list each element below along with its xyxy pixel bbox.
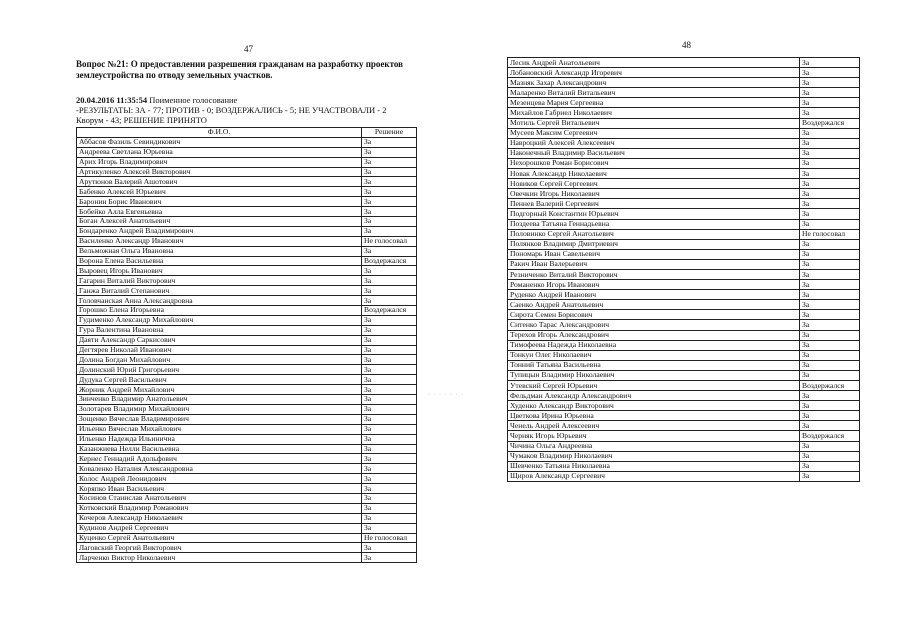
vote-decision: За xyxy=(362,523,417,533)
vote-decision: За xyxy=(362,464,417,474)
deputy-name: Сирота Семен Борисович xyxy=(508,310,800,320)
table-row xyxy=(508,189,860,199)
deputy-name: Фельдман Александр Александрович xyxy=(508,391,800,401)
vote-decision: За xyxy=(362,246,417,256)
table-row xyxy=(77,256,417,266)
deputy-name: Коваленко Наталия Александровна xyxy=(77,464,362,474)
table-row xyxy=(508,451,860,461)
table-row xyxy=(508,340,860,350)
vote-decision: За xyxy=(800,471,860,481)
table-row xyxy=(77,187,417,197)
deputy-name: Пономарь Иван Савельевич xyxy=(508,249,800,259)
deputy-name: Навроцкий Алексей Алексеевич xyxy=(508,138,800,148)
deputy-name: Наконечный Владимир Васильевич xyxy=(508,148,800,158)
header-name: Ф.И.О. xyxy=(77,128,362,138)
table-row xyxy=(508,169,860,179)
deputy-name: Арих Игорь Владимирович xyxy=(77,157,362,167)
table-row xyxy=(508,148,860,158)
vote-decision: За xyxy=(362,157,417,167)
table-row xyxy=(508,431,860,441)
vote-decision: За xyxy=(362,385,417,395)
vote-results: -РЕЗУЛЬТАТЫ: ЗА - 77; ПРОТИВ - 0; ВОЗДЕРЖАЛИСЬ - 5; НЕ УЧАСТВОВАЛИ - 2 xyxy=(76,105,387,115)
table-row xyxy=(77,395,417,405)
deputy-name: Кернес Геннадий Адольфович xyxy=(77,454,362,464)
vote-decision: За xyxy=(800,138,860,148)
deputy-name: Артикуленко Алексей Викторович xyxy=(77,167,362,177)
table-row xyxy=(508,58,860,68)
vote-decision: За xyxy=(800,280,860,290)
vote-decision: За xyxy=(362,217,417,227)
table-row xyxy=(77,147,417,157)
vote-quorum: Кворум - 43; РЕШЕНИЕ ПРИНЯТО xyxy=(76,115,207,125)
vote-table-left-body xyxy=(77,137,417,562)
deputy-name: Дегтярев Николай Иванович xyxy=(77,345,362,355)
deputy-name: Подгорный Константин Юрьевич xyxy=(508,209,800,219)
deputy-name: Дудука Сергей Васильевич xyxy=(77,375,362,385)
deputy-name: Ларченко Виктор Николаевич xyxy=(77,553,362,563)
vote-decision: За xyxy=(362,226,417,236)
deputy-name: Казанжиева Нелли Васильевна xyxy=(77,444,362,454)
table-row xyxy=(77,167,417,177)
vote-decision: За xyxy=(800,441,860,451)
vote-decision: За xyxy=(800,98,860,108)
deputy-name: Зощенко Вячеслав Владимирович xyxy=(77,414,362,424)
vote-decision: За xyxy=(800,199,860,209)
vote-decision: За xyxy=(362,484,417,494)
vote-decision: За xyxy=(362,325,417,335)
table-row xyxy=(508,350,860,360)
page-number-left: 47 xyxy=(244,44,253,54)
table-row xyxy=(77,434,417,444)
deputy-name: Выровец Игорь Иванович xyxy=(77,266,362,276)
vote-decision: За xyxy=(800,78,860,88)
table-row xyxy=(508,229,860,239)
deputy-name: Ильенко Надежда Ильинична xyxy=(77,434,362,444)
deputy-name: Бондаренко Андрей Владимирович xyxy=(77,226,362,236)
vote-decision: За xyxy=(362,187,417,197)
vote-decision: За xyxy=(800,58,860,68)
vote-decision: За xyxy=(800,209,860,219)
deputy-name: Утевский Сергей Юрьевич xyxy=(508,381,800,391)
deputy-name: Ченель Андрей Алексеевич xyxy=(508,421,800,431)
vote-decision: Воздержался xyxy=(800,381,860,391)
deputy-name: Ильенко Вячеслав Михайлович xyxy=(77,424,362,434)
vote-decision: За xyxy=(800,411,860,421)
deputy-name: Саенко Андрей Анатольевич xyxy=(508,300,800,310)
vote-decision: За xyxy=(800,401,860,411)
table-row xyxy=(508,199,860,209)
table-row xyxy=(508,88,860,98)
deputy-name: Ситенко Тарас Александрович xyxy=(508,320,800,330)
table-row xyxy=(508,300,860,310)
vote-decision: За xyxy=(800,148,860,158)
deputy-name: Михайлов Габриел Николаевич xyxy=(508,108,800,118)
table-row xyxy=(77,365,417,375)
table-row xyxy=(508,179,860,189)
deputy-name: Терехов Игорь Александрович xyxy=(508,330,800,340)
table-row xyxy=(77,355,417,365)
vote-decision: За xyxy=(362,266,417,276)
table-row xyxy=(508,330,860,340)
table-row xyxy=(77,543,417,553)
vote-decision: За xyxy=(800,249,860,259)
deputy-name: Коряпко Иван Васильевич xyxy=(77,484,362,494)
vote-decision: За xyxy=(800,259,860,269)
vote-meta xyxy=(76,95,416,125)
table-row xyxy=(77,513,417,523)
vote-decision: За xyxy=(362,395,417,405)
deputy-name: Тимофеева Надежда Николаевна xyxy=(508,340,800,350)
vote-decision: За xyxy=(362,424,417,434)
table-row xyxy=(77,137,417,147)
vote-decision: За xyxy=(362,147,417,157)
vote-decision: Не голосовал xyxy=(800,229,860,239)
table-row xyxy=(77,236,417,246)
deputy-name: Вельможная Ольга Ивановна xyxy=(77,246,362,256)
deputy-name: Гагарин Виталий Викторович xyxy=(77,276,362,286)
deputy-name: Жорник Андрей Михайлович xyxy=(77,385,362,395)
deputy-name: Тонкун Олег Николаевич xyxy=(508,350,800,360)
deputy-name: Куценко Сергей Анатольевич xyxy=(77,533,362,543)
vote-decision: За xyxy=(800,169,860,179)
vote-decision: За xyxy=(800,461,860,471)
left-page xyxy=(76,57,416,563)
table-row xyxy=(77,197,417,207)
vote-decision: Воздержался xyxy=(800,118,860,128)
deputy-name: Колос Андрей Леонидович xyxy=(77,474,362,484)
vote-decision: За xyxy=(800,269,860,279)
vote-datetime: 20.04.2016 11:35:54 xyxy=(76,95,148,105)
table-row xyxy=(77,325,417,335)
vote-decision: Не голосовал xyxy=(362,533,417,543)
deputy-name: Щиров Александр Сергеевич xyxy=(508,471,800,481)
vote-decision: За xyxy=(800,300,860,310)
table-row xyxy=(508,118,860,128)
vote-decision: За xyxy=(362,404,417,414)
table-row xyxy=(77,217,417,227)
deputy-name: Мазняк Захар Александрович xyxy=(508,78,800,88)
deputy-name: Бобейко Алла Евгеньевна xyxy=(77,207,362,217)
vote-decision: За xyxy=(362,207,417,217)
table-row xyxy=(77,266,417,276)
table-row xyxy=(508,98,860,108)
vote-decision: За xyxy=(800,350,860,360)
table-row xyxy=(508,290,860,300)
deputy-name: Чумаков Владимир Николаевич xyxy=(508,451,800,461)
table-row xyxy=(508,280,860,290)
vote-type: Поименное голосование xyxy=(149,95,238,105)
page-number-right: 48 xyxy=(682,40,691,50)
deputy-name: Ракич Иван Валерьевич xyxy=(508,259,800,269)
deputy-name: Цветкова Ирина Юрьевна xyxy=(508,411,800,421)
table-row xyxy=(508,158,860,168)
deputy-name: Горошко Елена Игорьевна xyxy=(77,306,362,316)
header-decision: Решение xyxy=(362,128,417,138)
table-row xyxy=(508,411,860,421)
vote-decision: За xyxy=(362,543,417,553)
vote-decision: За xyxy=(362,513,417,523)
table-row xyxy=(77,306,417,316)
vote-decision: За xyxy=(800,290,860,300)
deputy-name: Котковский Владимир Романович xyxy=(77,503,362,513)
deputy-name: Кочеров Александр Николаевич xyxy=(77,513,362,523)
table-row xyxy=(77,286,417,296)
deputy-name: Половинко Сергей Анатольевич xyxy=(508,229,800,239)
vote-decision: За xyxy=(362,454,417,464)
deputy-name: Черняк Игорь Юрьевич xyxy=(508,431,800,441)
vote-decision: За xyxy=(800,189,860,199)
question-title: Вопрос №21: О предоставлении разрешения гражданам на разработку проектов землеустройства по отводу земельных участков. xyxy=(76,59,404,80)
deputy-name: Тупицын Владимир Николаевич xyxy=(508,370,800,380)
vote-decision: За xyxy=(800,179,860,189)
vote-decision: За xyxy=(800,68,860,78)
vote-decision: За xyxy=(800,158,860,168)
table-row xyxy=(508,471,860,481)
table-row xyxy=(77,553,417,563)
vote-table-right xyxy=(507,57,860,482)
vote-decision: За xyxy=(800,320,860,330)
table-row xyxy=(508,360,860,370)
table-row xyxy=(77,444,417,454)
deputy-name: Руденко Андрей Иванович xyxy=(508,290,800,300)
table-row xyxy=(77,157,417,167)
deputy-name: Шевченко Татьяна Николаевна xyxy=(508,461,800,471)
deputy-name: Маларенко Виталий Витальевич xyxy=(508,88,800,98)
table-row xyxy=(77,523,417,533)
deputy-name: Мусеев Максим Сергеевич xyxy=(508,128,800,138)
table-row xyxy=(77,276,417,286)
deputy-name: Резниченко Виталий Викторович xyxy=(508,269,800,279)
table-row xyxy=(77,335,417,345)
table-row xyxy=(508,249,860,259)
table-row xyxy=(508,78,860,88)
deputy-name: Новиков Сергей Сергеевич xyxy=(508,179,800,189)
deputy-name: Чичина Ольга Андреевна xyxy=(508,441,800,451)
table-row xyxy=(77,315,417,325)
vote-decision: За xyxy=(362,167,417,177)
deputy-name: Романенко Игорь Иванович xyxy=(508,280,800,290)
table-row xyxy=(508,269,860,279)
deputy-name: Лобановский Александр Игоревич xyxy=(508,68,800,78)
vote-decision: За xyxy=(362,375,417,385)
table-row xyxy=(77,246,417,256)
vote-decision: За xyxy=(362,276,417,286)
vote-decision: Не голосовал xyxy=(362,236,417,246)
right-page xyxy=(507,57,859,482)
deputy-name: Пеннев Валерий Сергеевич xyxy=(508,199,800,209)
vote-decision: За xyxy=(800,370,860,380)
vote-table-right-body xyxy=(508,58,860,482)
deputy-name: Поздеева Татьяна Геннадьевна xyxy=(508,219,800,229)
deputy-name: Долинский Юрий Григорьевич xyxy=(77,365,362,375)
deputy-name: Бабенко Алексей Юрьевич xyxy=(77,187,362,197)
vote-decision: За xyxy=(800,391,860,401)
table-row xyxy=(508,370,860,380)
deputy-name: Ворона Елена Васильевна xyxy=(77,256,362,266)
table-row xyxy=(77,296,417,306)
vote-decision: За xyxy=(362,503,417,513)
vote-decision: За xyxy=(800,108,860,118)
table-row xyxy=(77,474,417,484)
deputy-name: Худенко Александр Викторович xyxy=(508,401,800,411)
deputy-name: Андреева Светлана Юрьевна xyxy=(77,147,362,157)
table-row xyxy=(77,503,417,513)
deputy-name: Ганжа Виталий Степанович xyxy=(77,286,362,296)
table-row xyxy=(508,68,860,78)
deputy-name: Золотарев Владимир Михайлович xyxy=(77,404,362,414)
deputy-name: Долина Богдан Михайлович xyxy=(77,355,362,365)
deputy-name: Овечкин Игорь Николаевич xyxy=(508,189,800,199)
vote-decision: За xyxy=(362,444,417,454)
deputy-name: Боган Алексей Анатольевич xyxy=(77,217,362,227)
deputy-name: Косинов Станислав Анатольевич xyxy=(77,493,362,503)
deputy-name: Полянков Владимир Дмитриевич xyxy=(508,239,800,249)
deputy-name: Нехорошков Роман Борисович xyxy=(508,158,800,168)
table-row xyxy=(77,424,417,434)
table-row xyxy=(508,421,860,431)
vote-decision: За xyxy=(800,310,860,320)
deputy-name: Зинченко Владимир Анатольевич xyxy=(77,395,362,405)
table-row xyxy=(508,239,860,249)
deputy-name: Аббасов Фазиль Севиндикович xyxy=(77,137,362,147)
table-row xyxy=(508,259,860,269)
table-row xyxy=(77,404,417,414)
vote-decision: Воздержался xyxy=(362,256,417,266)
deputy-name: Василенко Александр Иванович xyxy=(77,236,362,246)
table-row xyxy=(508,128,860,138)
vote-decision: За xyxy=(362,315,417,325)
deputy-name: Мезенцева Мария Сергеевна xyxy=(508,98,800,108)
vote-decision: За xyxy=(362,365,417,375)
deputy-name: Арутюнов Валерий Ашотович xyxy=(77,177,362,187)
deputy-name: Даяти Александр Саркисович xyxy=(77,335,362,345)
vote-decision: За xyxy=(800,239,860,249)
vote-decision: За xyxy=(362,286,417,296)
vote-decision: За xyxy=(362,414,417,424)
table-row xyxy=(77,375,417,385)
table-row xyxy=(508,441,860,451)
table-row xyxy=(508,381,860,391)
vote-decision: За xyxy=(362,197,417,207)
table-row xyxy=(508,108,860,118)
table-row xyxy=(77,207,417,217)
vote-decision: За xyxy=(800,330,860,340)
table-row xyxy=(77,493,417,503)
vote-decision: За xyxy=(362,474,417,484)
deputy-name: Баронин Борис Иванович xyxy=(77,197,362,207)
table-row xyxy=(77,533,417,543)
vote-decision: Воздержался xyxy=(362,306,417,316)
vote-decision: За xyxy=(362,335,417,345)
vote-decision: За xyxy=(800,421,860,431)
vote-decision: За xyxy=(800,360,860,370)
vote-decision: За xyxy=(362,177,417,187)
vote-decision: За xyxy=(362,345,417,355)
table-row xyxy=(508,320,860,330)
scan-artifact: · · · · · · · xyxy=(428,392,464,398)
deputy-name: Головчанская Анна Александровна xyxy=(77,296,362,306)
vote-decision: За xyxy=(800,88,860,98)
table-row xyxy=(508,310,860,320)
deputy-name: Новак Александр Николаевич xyxy=(508,169,800,179)
deputy-name: Гура Валентина Ивановна xyxy=(77,325,362,335)
vote-decision: Воздержался xyxy=(800,431,860,441)
deputy-name: Кудинов Андрей Сергеевич xyxy=(77,523,362,533)
deputy-name: Гудименко Александр Михайлович xyxy=(77,315,362,325)
table-row xyxy=(77,226,417,236)
deputy-name: Лаговский Георгий Викторович xyxy=(77,543,362,553)
table-row xyxy=(77,484,417,494)
table-row xyxy=(508,461,860,471)
vote-decision: За xyxy=(800,219,860,229)
table-row xyxy=(508,209,860,219)
vote-decision: За xyxy=(362,553,417,563)
table-row xyxy=(508,401,860,411)
vote-decision: За xyxy=(362,434,417,444)
table-row xyxy=(508,138,860,148)
deputy-name: Мотиль Сергей Витальевич xyxy=(508,118,800,128)
vote-decision: За xyxy=(362,355,417,365)
table-row xyxy=(77,385,417,395)
deputy-name: Лесик Андрей Анатольевич xyxy=(508,58,800,68)
vote-decision: За xyxy=(362,296,417,306)
vote-decision: За xyxy=(800,340,860,350)
table-row xyxy=(508,391,860,401)
table-row xyxy=(508,219,860,229)
deputy-name: Тонний Татьяна Васильевна xyxy=(508,360,800,370)
table-row xyxy=(77,345,417,355)
vote-decision: За xyxy=(800,128,860,138)
table-row xyxy=(77,464,417,474)
table-row xyxy=(77,454,417,464)
vote-table-left xyxy=(76,127,417,563)
vote-decision: За xyxy=(800,451,860,461)
table-header-row xyxy=(77,128,417,138)
table-row xyxy=(77,177,417,187)
vote-decision: За xyxy=(362,493,417,503)
vote-decision: За xyxy=(362,137,417,147)
table-row xyxy=(77,414,417,424)
